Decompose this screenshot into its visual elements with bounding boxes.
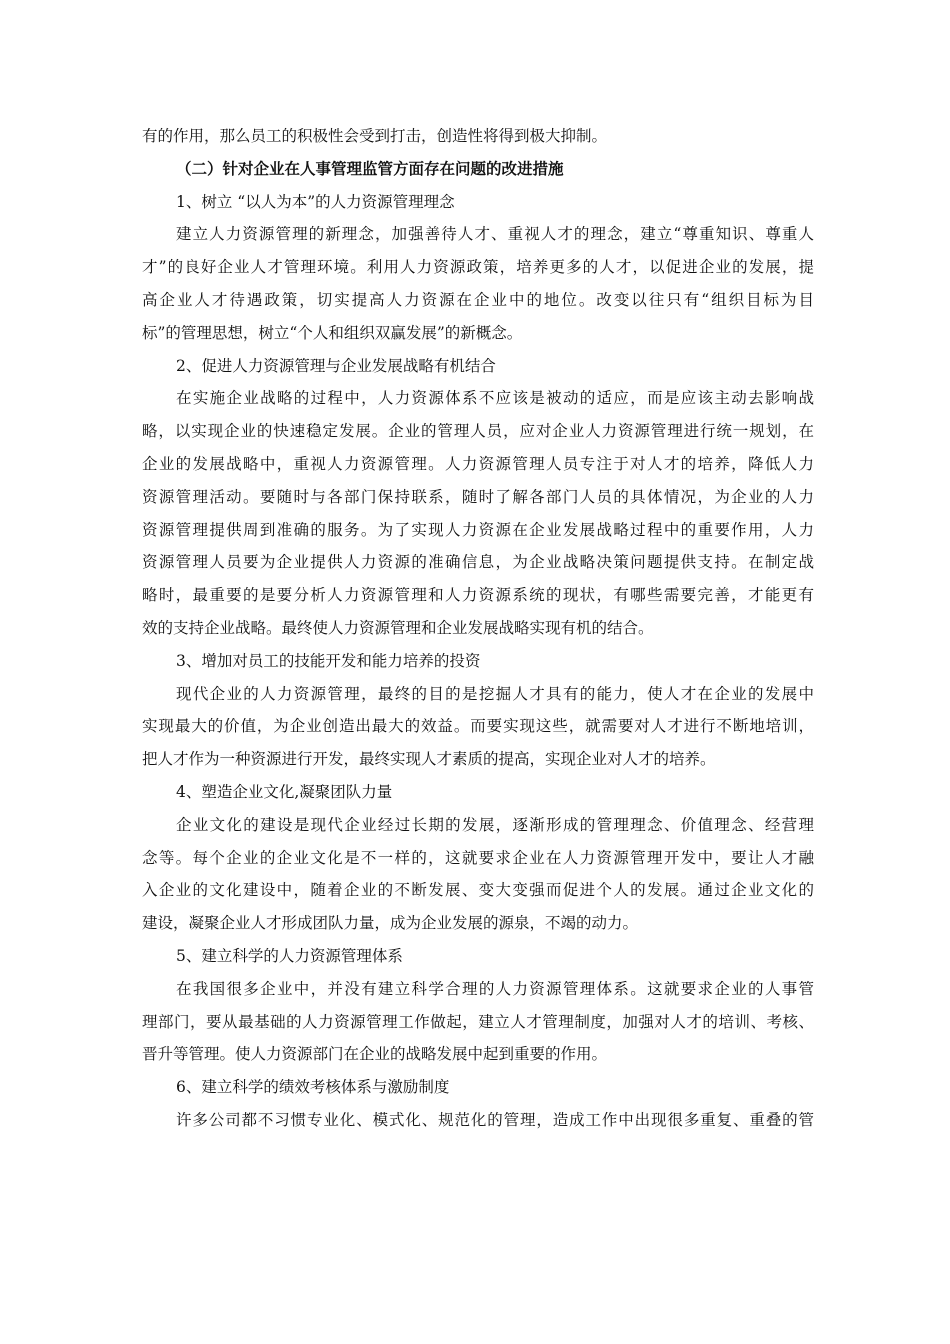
paragraph-last-line: 效的支持企业战略。最终使人力资源管理和企业发展战略实现有机的结合。 <box>142 618 654 637</box>
paragraph-line: 资源管理提供周到准确的服务。为了实现人力资源在企业发展战略过程中的重要作用，人力 <box>142 520 814 539</box>
paragraph-line: 资源管理活动。要随时与各部门保持联系，随时了解各部门人员的具体情况，为企业的人力 <box>142 487 814 506</box>
paragraph-first-line: 现代企业的人力资源管理，最终的目的是挖掘人才具有的能力，使人才在企业的发展中 <box>176 684 814 703</box>
paragraph-line: 理部门，要从最基础的人力资源管理工作做起，建立人才管理制度，加强对人才的培训、考核、 <box>142 1012 814 1031</box>
paragraph-first-line: 许多公司都不习惯专业化、模式化、规范化的管理，造成工作中出现很多重复、重叠的管 <box>176 1110 814 1129</box>
paragraph-line: 略时，最重要的是要分析人力资源管理和人力资源系统的现状，有哪些需要完善，才能更有 <box>142 586 814 605</box>
paragraph-first-line: 企业文化的建设是现代企业经过长期的发展，逐渐形成的管理理念、价值理念、经营理 <box>176 815 814 834</box>
paragraph-line: 入企业的文化建设中，随着企业的不断发展、变大变强而促进个人的发展。通过企业文化的 <box>142 881 814 900</box>
paragraph-line: 企业的发展战略中，重视人力资源管理。人力资源管理人员专注于对人才的培养，降低人力 <box>142 454 814 473</box>
paragraph-line: 资源管理人员要为企业提供人力资源的准确信息，为企业战略决策问题提供支持。在制定战 <box>142 553 814 572</box>
paragraph-last-line: 标”的管理思想，树立“个人和组织双赢发展”的新概念。 <box>142 323 523 342</box>
subsection-heading: 6、建立科学的绩效考核体系与激励制度 <box>176 1078 450 1097</box>
section-heading: （二）针对企业在人事管理监管方面存在问题的改进措施 <box>176 158 564 178</box>
paragraph-line: 高企业人才待遇政策，切实提高人力资源在企业中的地位。改变以往只有“组织目标为目 <box>142 290 814 309</box>
paragraph-line: 才”的良好企业人才管理环境。利用人力资源政策，培养更多的人才，以促进企业的发展，提 <box>142 258 814 277</box>
paragraph-line: 念等。每个企业的企业文化是不一样的，这就要求企业在人力资源管理开发中，要让人才融 <box>142 848 814 867</box>
paragraph-last-line: 把人才作为一种资源进行开发，最终实现人才素质的提高，实现企业对人才的培养。 <box>142 750 716 769</box>
paragraph-last-line: 晋升等管理。使人力资源部门在企业的战略发展中起到重要的作用。 <box>142 1045 608 1064</box>
document-body <box>142 120 814 1137</box>
paragraph-last-line: 建设，凝聚企业人才形成团队力量，成为企业发展的源泉，不竭的动力。 <box>142 914 639 933</box>
paragraph-line: 略，以实现企业的快速稳定发展。企业的管理人员，应对企业人力资源管理进行统一规划，在 <box>142 422 814 441</box>
subsection-heading: 1、树立 “以人为本”的人力资源管理理念 <box>176 192 455 211</box>
paragraph-first-line: 在实施企业战略的过程中，人力资源体系不应该是被动的适应，而是应该主动去影响战 <box>176 389 814 408</box>
subsection-heading: 4、塑造企业文化,凝聚团队力量 <box>176 782 393 801</box>
paragraph-line: 实现最大的价值，为企业创造出最大的效益。而要实现这些，就需要对人才进行不断地培训， <box>142 717 814 736</box>
paragraph-first-line: 建立人力资源管理的新理念，加强善待人才、重视人才的理念，建立“尊重知识、尊重人 <box>176 225 814 244</box>
subsection-heading: 3、增加对员工的技能开发和能力培养的投资 <box>176 651 481 670</box>
paragraph-first-line: 在我国很多企业中，并没有建立科学合理的人力资源管理体系。这就要求企业的人事管 <box>176 979 814 998</box>
subsection-heading: 2、促进人力资源管理与企业发展战略有机结合 <box>176 356 496 375</box>
paragraph-last-line: 有的作用，那么员工的积极性会受到打击，创造性将得到极大抑制。 <box>142 127 608 145</box>
subsection-heading: 5、建立科学的人力资源管理体系 <box>176 946 403 965</box>
